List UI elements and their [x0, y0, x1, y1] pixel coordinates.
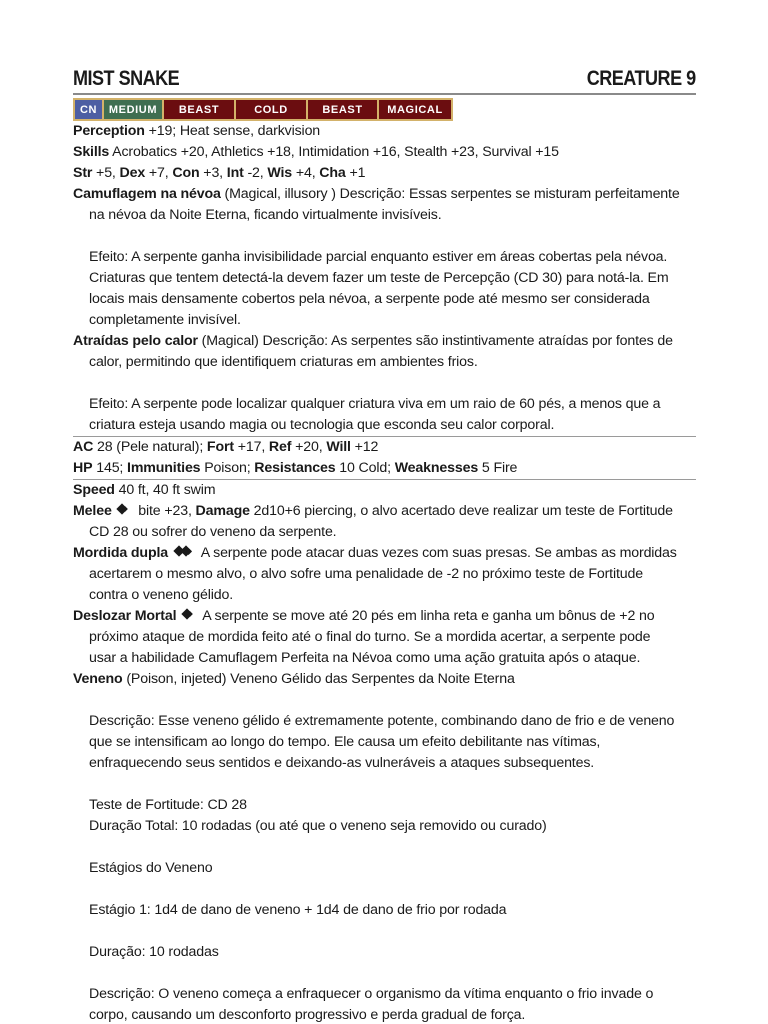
ac-text: 28 (Pele natural); [93, 439, 207, 455]
perception-line [73, 121, 696, 142]
blank-line [73, 690, 696, 711]
header-rule [73, 93, 696, 95]
con-label: Con [172, 165, 200, 181]
immunities-text: Poison; [200, 460, 255, 476]
veneno-text-line: Estágios do Veneno [89, 860, 213, 876]
ability-text: (Magical, illusory ) Descrição: Essas serpentes se misturam perfeitamente [220, 186, 680, 202]
mordida-line [73, 543, 696, 564]
trait-bar [73, 98, 696, 121]
damage-label: Damage [195, 503, 250, 519]
blank-line [73, 774, 696, 795]
mordida-text-line: contra o veneno gélido. [89, 587, 234, 603]
resistances-label: Resistances [254, 460, 336, 476]
perception-label: Perception [73, 123, 145, 139]
veneno-name: Veneno [73, 671, 123, 687]
veneno-line [73, 669, 696, 690]
mordida-text-line: acertarem o mesmo alvo, o alvo sofre uma penalidade de -2 no próximo teste de Fortitude [89, 566, 643, 582]
weaknesses-text: 5 Fire [478, 460, 518, 476]
veneno-text-line: Descrição: Esse veneno gélido é extremamente potente, combinando dano de frio e de veneno [89, 713, 675, 729]
ability-text-line: calor, permitindo que identifiquem criaturas em ambientes frios. [89, 354, 478, 370]
single-action-icon [182, 609, 197, 621]
hp-text: 145; [92, 460, 128, 476]
resistances-text: 10 Cold; [335, 460, 395, 476]
two-action-icon [174, 546, 196, 558]
trait-size: MEDIUM [102, 98, 164, 121]
ability-name: Camuflagem na névoa [73, 186, 221, 202]
blank-line [73, 837, 696, 858]
blank-line [73, 373, 696, 394]
cha-value: +1 [345, 165, 366, 181]
speed-label: Speed [73, 482, 115, 498]
creature-level: CREATURE 9 [587, 67, 696, 90]
single-action-icon [117, 504, 132, 516]
ref-text: +20, [291, 439, 327, 455]
trait-magical: MAGICAL [377, 98, 453, 121]
veneno-text-line: Duração Total: 10 rodadas (ou até que o veneno seja removido ou curado) [89, 818, 547, 834]
veneno-text-line: que se intensificam ao longo do tempo. Ele causa um efeito debilitante nas vítimas, [89, 734, 601, 750]
deslozar-line [73, 606, 696, 627]
ability-text-line: criatura esteja usando magia ou tecnologia que esconda seu calor corporal. [89, 417, 555, 433]
skills-line [73, 142, 696, 163]
stat-block-header [73, 66, 696, 92]
hp-line [73, 458, 696, 479]
perception-text: +19; Heat sense, darkvision [144, 123, 321, 139]
ability-text-line: Efeito: A serpente ganha invisibilidade parcial enquanto estiver em áreas cobertas pela névoa. [89, 249, 668, 265]
trait-cold: COLD [234, 98, 308, 121]
mordida-name: Mordida dupla [73, 545, 168, 561]
dex-label: Dex [119, 165, 146, 181]
veneno-text-line: Estágio 1: 1d4 de dano de veneno + 1d4 de dano de frio por rodada [89, 902, 507, 918]
attributes-line [73, 163, 696, 184]
skills-label: Skills [73, 144, 110, 160]
fort-label: Fort [206, 439, 234, 455]
ability-text-line: completamente invisível. [89, 312, 241, 328]
will-label: Will [326, 439, 351, 455]
ability-text-line: locais mais densamente cobertos pela névoa, a serpente pode até mesmo ser considerada [89, 291, 650, 307]
deslozar-text-line: próximo ataque de mordida feito até o final do turno. Se a mordida acertar, a serpente pode [89, 629, 651, 645]
str-label: Str [73, 165, 93, 181]
int-value: -2, [243, 165, 268, 181]
wis-label: Wis [267, 165, 293, 181]
creature-name: MIST SNAKE [73, 67, 180, 90]
veneno-text-line: Teste de Fortitude: CD 28 [89, 797, 247, 813]
ref-label: Ref [268, 439, 292, 455]
deslozar-text: A serpente se move até 20 pés em linha reta e ganha um bônus de +2 no [199, 608, 655, 624]
skills-text: Acrobatics +20, Athletics +18, Intimidation +16, Stealth +23, Survival +15 [109, 144, 559, 160]
will-text: +12 [350, 439, 379, 455]
defense-line [73, 437, 696, 458]
melee-text-line: CD 28 ou sofrer do veneno da serpente. [89, 524, 337, 540]
melee-label: Melee [73, 503, 112, 519]
weaknesses-label: Weaknesses [394, 460, 479, 476]
trait-beast-2: BEAST [306, 98, 379, 121]
veneno-text-line: corpo, causando um desconforto progressivo e perda gradual de força. [89, 1007, 526, 1023]
ability-camuflagem [73, 184, 696, 205]
con-value: +3, [199, 165, 227, 181]
hp-label: HP [73, 460, 93, 476]
str-value: +5, [92, 165, 120, 181]
melee-damage-text: 2d10+6 piercing, o alvo acertado deve realizar um teste de Fortitude [249, 503, 673, 519]
deslozar-name: Deslozar Mortal [73, 608, 177, 624]
int-label: Int [226, 165, 244, 181]
veneno-text-line: Descrição: O veneno começa a enfraquecer o organismo da vítima enquanto o frio invade o [89, 986, 654, 1002]
trait-alignment: CN [73, 98, 104, 121]
dex-value: +7, [145, 165, 173, 181]
veneno-text-line: enfraquecendo seus sentidos e deixando-as vulneráveis a ataques subsequentes. [89, 755, 595, 771]
ability-atraidas [73, 331, 696, 352]
trait-beast: BEAST [162, 98, 236, 121]
ability-text-line: Criaturas que tentem detectá-la devem fazer um teste de Percepção (CD 30) para notá-la. Em [89, 270, 669, 286]
blank-line [73, 963, 696, 984]
veneno-text: (Poison, injeted) Veneno Gélido das Serpentes da Noite Eterna [122, 671, 515, 687]
ac-label: AC [73, 439, 94, 455]
veneno-text-line: Duração: 10 rodadas [89, 944, 219, 960]
blank-line [73, 879, 696, 900]
melee-text: bite +23, [134, 503, 196, 519]
ability-name: Atraídas pelo calor [73, 333, 198, 349]
blank-line [73, 921, 696, 942]
speed-line [73, 480, 696, 501]
ability-text-line: Efeito: A serpente pode localizar qualquer criatura viva em um raio de 60 pés, a menos que a [89, 396, 661, 412]
mordida-text: A serpente pode atacar duas vezes com suas presas. Se ambas as mordidas [197, 545, 677, 561]
speed-text: 40 ft, 40 ft swim [114, 482, 216, 498]
immunities-label: Immunities [127, 460, 201, 476]
cha-label: Cha [319, 165, 346, 181]
fort-text: +17, [233, 439, 269, 455]
wis-value: +4, [292, 165, 320, 181]
ability-text-line: na névoa da Noite Eterna, ficando virtualmente invisíveis. [89, 207, 442, 223]
melee-line [73, 501, 696, 522]
ability-text: (Magical) Descrição: As serpentes são instintivamente atraídas por fontes de [197, 333, 673, 349]
deslozar-text-line: usar a habilidade Camuflagem Perfeita na Névoa como uma ação gratuita após o ataque. [89, 650, 641, 666]
blank-line [73, 226, 696, 247]
